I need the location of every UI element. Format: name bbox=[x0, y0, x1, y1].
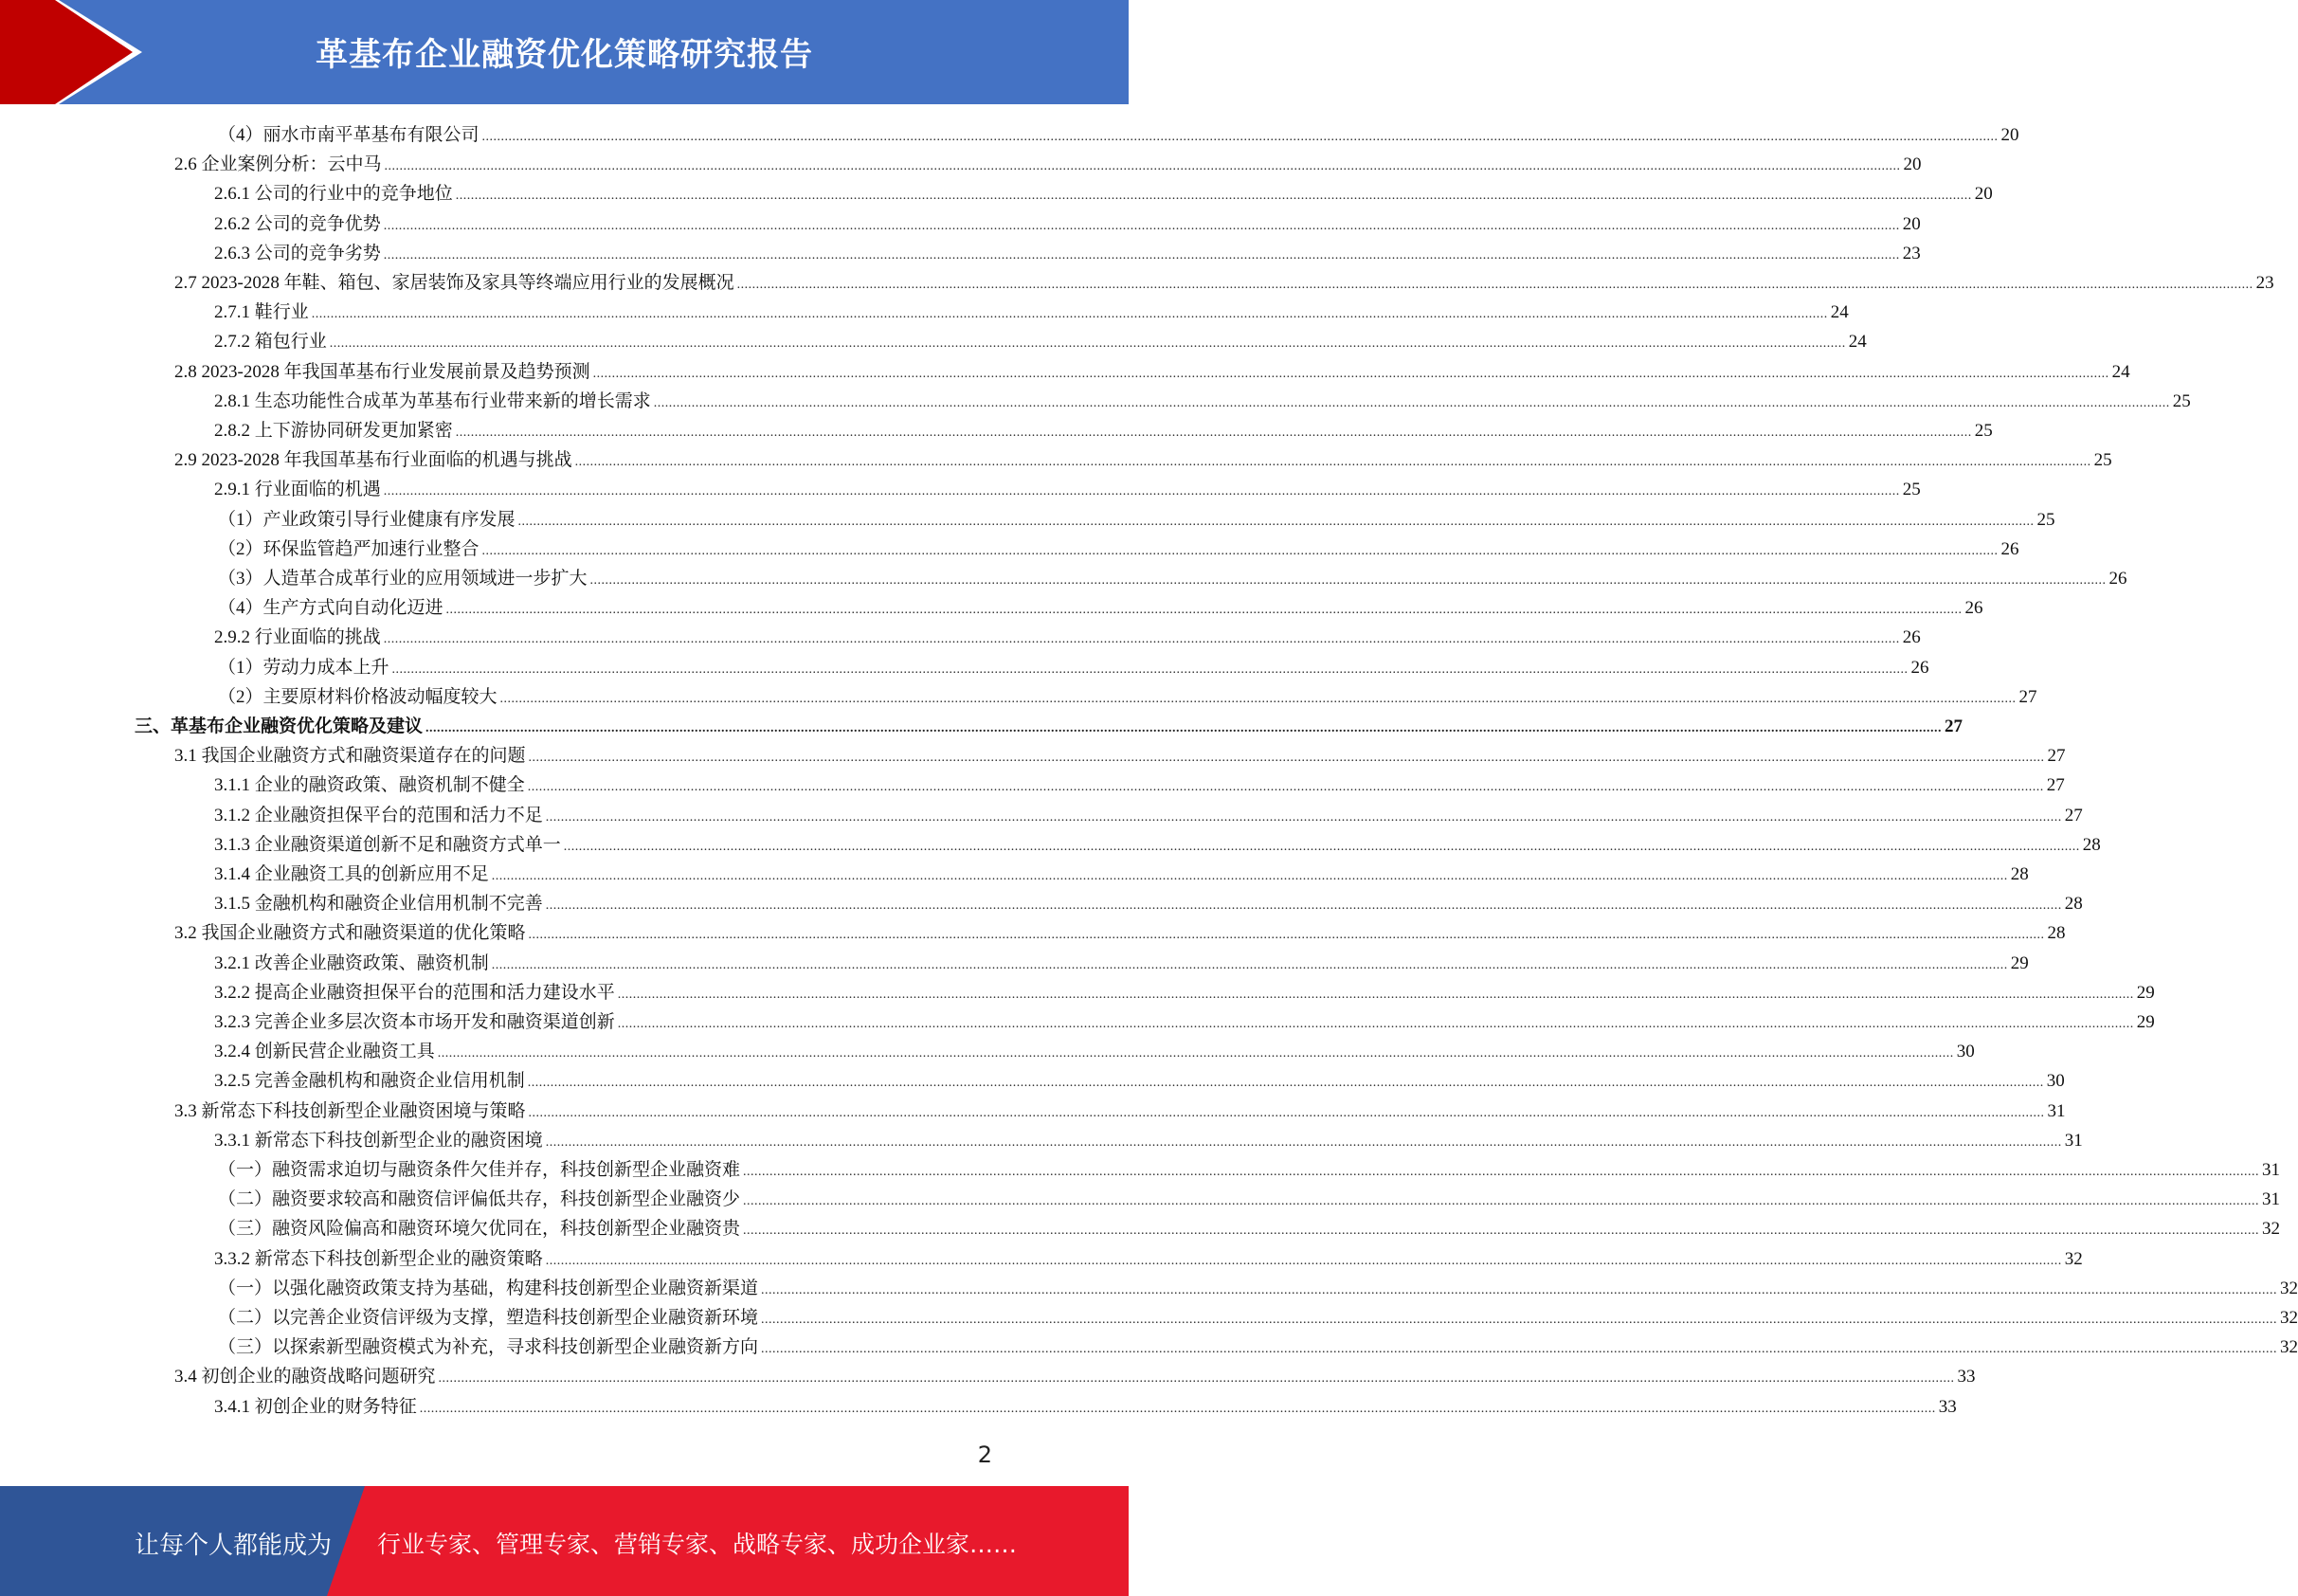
toc-entry[interactable] bbox=[214, 1244, 2083, 1274]
toc-entry[interactable] bbox=[174, 150, 1922, 179]
toc-entry-page: 33 bbox=[1957, 1367, 1976, 1387]
toc-leader-dots: ................................................................................................................................................................................................................................................................................................................................................................................................................ bbox=[481, 544, 1999, 558]
toc-entry[interactable] bbox=[214, 475, 1921, 504]
toc-entry-title: 3.1 我国企业融资方式和融资渠道存在的问题 bbox=[174, 746, 526, 766]
toc-entry[interactable] bbox=[218, 593, 1983, 623]
toc-entry-title: 2.9 2023-2028 年我国革基布行业面临的机遇与挑战 bbox=[174, 450, 572, 470]
header-banner bbox=[0, 0, 1129, 104]
toc-entry-title: 3.3 新常态下科技创新型企业融资困境与策略 bbox=[174, 1101, 526, 1121]
toc-entry-title: 3.1.2 企业融资担保平台的范围和活力不足 bbox=[214, 806, 543, 825]
toc-leader-dots: ................................................................................................................................................................................................................................................................................................................................................................................................................ bbox=[761, 1313, 2278, 1327]
toc-entry-page: 25 bbox=[2093, 450, 2112, 470]
toc-leader-dots: ................................................................................................................................................................................................................................................................................................................................................................................................................ bbox=[528, 928, 2045, 942]
toc-entry[interactable] bbox=[174, 268, 2274, 298]
toc-entry-page: 24 bbox=[1830, 302, 1849, 322]
toc-entry-page: 29 bbox=[2136, 983, 2155, 1003]
toc-entry-title: 3.2.3 完善企业多层次资本市场开发和融资渠道创新 bbox=[214, 1012, 615, 1032]
toc-entry-page: 25 bbox=[1902, 480, 1921, 499]
toc-entry[interactable] bbox=[214, 1392, 1957, 1422]
toc-entry-title: 2.7 2023-2028 年鞋、箱包、家居装饰及家具等终端应用行业的发展概况 bbox=[174, 273, 734, 293]
toc-entry-page: 28 bbox=[2064, 894, 2083, 914]
toc-leader-dots: ................................................................................................................................................................................................................................................................................................................................................................................................................ bbox=[491, 869, 2008, 883]
toc-entry[interactable] bbox=[218, 1303, 2298, 1333]
toc-entry-title: （4）生产方式向自动化迈进 bbox=[218, 598, 443, 618]
toc-entry-page: 30 bbox=[2046, 1071, 2065, 1091]
toc-leader-dots: ................................................................................................................................................................................................................................................................................................................................................................................................................ bbox=[653, 396, 2170, 410]
toc-leader-dots: ................................................................................................................................................................................................................................................................................................................................................................................................................ bbox=[545, 1135, 2062, 1150]
toc-entry-page: 25 bbox=[2172, 391, 2191, 411]
toc-leader-dots: ................................................................................................................................................................................................................................................................................................................................................................................................................ bbox=[438, 1371, 1955, 1386]
toc-entry-page: 32 bbox=[2262, 1219, 2281, 1239]
toc-entry-title: 2.7.2 箱包行业 bbox=[214, 332, 327, 352]
toc-entry-title: 2.6.3 公司的竞争劣势 bbox=[214, 244, 381, 263]
toc-entry-title: 3.3.2 新常态下科技创新型企业的融资策略 bbox=[214, 1249, 543, 1269]
toc-entry[interactable] bbox=[218, 1155, 2281, 1185]
toc-entry[interactable] bbox=[214, 239, 1921, 268]
toc-entry-title: 2.8.1 生态功能性合成革为革基布行业带来新的增长需求 bbox=[214, 391, 651, 411]
toc-leader-dots: ................................................................................................................................................................................................................................................................................................................................................................................................................ bbox=[491, 958, 2008, 972]
toc-leader-dots: ................................................................................................................................................................................................................................................................................................................................................................................................................ bbox=[545, 810, 2062, 825]
toc-leader-dots: ................................................................................................................................................................................................................................................................................................................................................................................................................ bbox=[736, 278, 2253, 292]
toc-entry-page: 27 bbox=[2064, 806, 2083, 825]
toc-leader-dots: ................................................................................................................................................................................................................................................................................................................................................................................................................ bbox=[617, 988, 2134, 1002]
toc-entry-page: 27 bbox=[2018, 687, 2037, 707]
toc-entry[interactable] bbox=[214, 1007, 2155, 1037]
toc-entry[interactable] bbox=[214, 771, 2065, 800]
toc-entry-page: 27 bbox=[2047, 746, 2066, 766]
toc-entry-title: （二）以完善企业资信评级为支撑，塑造科技创新型企业融资新环境 bbox=[218, 1308, 759, 1328]
toc-entry[interactable] bbox=[218, 653, 1929, 682]
toc-leader-dots: ................................................................................................................................................................................................................................................................................................................................................................................................................ bbox=[329, 336, 1846, 351]
toc-entry[interactable] bbox=[218, 682, 2037, 712]
footer-slogan-left: 让每个人都能成为 bbox=[135, 1532, 333, 1560]
toc-entry[interactable] bbox=[214, 327, 1867, 356]
toc-entry-title: 3.2.4 创新民营企业融资工具 bbox=[214, 1042, 435, 1061]
toc-leader-dots: ................................................................................................................................................................................................................................................................................................................................................................................................................ bbox=[528, 751, 2045, 765]
toc-entry[interactable] bbox=[218, 1274, 2298, 1303]
toc-entry[interactable] bbox=[214, 416, 1993, 445]
toc-entry-title: （4）丽水市南平革基布有限公司 bbox=[218, 125, 480, 145]
toc-entry-page: 27 bbox=[1945, 716, 1963, 736]
toc-entry[interactable] bbox=[214, 1037, 1975, 1066]
toc-entry[interactable] bbox=[218, 1214, 2281, 1243]
toc-leader-dots: ................................................................................................................................................................................................................................................................................................................................................................................................................ bbox=[383, 248, 1900, 263]
toc-entry-title: （一）以强化融资政策支持为基础，构建科技创新型企业融资新渠道 bbox=[218, 1279, 759, 1298]
toc-entry-page: 29 bbox=[2010, 953, 2029, 973]
toc-entry-page: 25 bbox=[1974, 421, 1993, 441]
toc-entry-title: 2.8 2023-2028 年我国革基布行业发展前景及趋势预测 bbox=[174, 362, 590, 382]
toc-entry[interactable] bbox=[218, 535, 2019, 564]
toc-leader-dots: ................................................................................................................................................................................................................................................................................................................................................................................................................ bbox=[383, 632, 1900, 646]
toc-entry-title: （1）产业政策引导行业健康有序发展 bbox=[218, 510, 516, 530]
toc-entry-title: 3.1.1 企业的融资政策、融资机制不健全 bbox=[214, 775, 525, 795]
toc-entry-title: 2.6.2 公司的竞争优势 bbox=[214, 214, 381, 234]
toc-leader-dots: ................................................................................................................................................................................................................................................................................................................................................................................................................ bbox=[391, 662, 1909, 677]
toc-entry-title: 2.8.2 上下游协同研发更加紧密 bbox=[214, 421, 453, 441]
toc-leader-dots: ................................................................................................................................................................................................................................................................................................................................................................................................................ bbox=[545, 898, 2062, 913]
toc-leader-dots: ................................................................................................................................................................................................................................................................................................................................................................................................................ bbox=[527, 780, 2044, 794]
toc-entry[interactable] bbox=[214, 889, 2083, 918]
toc-leader-dots: ................................................................................................................................................................................................................................................................................................................................................................................................................ bbox=[425, 721, 1943, 735]
toc-entry-page: 27 bbox=[2046, 775, 2065, 795]
toc-leader-dots: ................................................................................................................................................................................................................................................................................................................................................................................................................ bbox=[528, 1106, 2045, 1120]
toc-entry-page: 31 bbox=[2064, 1131, 2083, 1151]
page-number: 2 bbox=[977, 1442, 992, 1468]
toc-entry[interactable] bbox=[214, 830, 2101, 860]
toc-entry-page: 26 bbox=[1964, 598, 1983, 618]
toc-entry-title: 3.2.1 改善企业融资政策、融资机制 bbox=[214, 953, 489, 973]
toc-leader-dots: ................................................................................................................................................................................................................................................................................................................................................................................................................ bbox=[499, 692, 2017, 706]
toc-entry[interactable] bbox=[214, 1126, 2083, 1155]
toc-leader-dots: ................................................................................................................................................................................................................................................................................................................................................................................................................ bbox=[481, 130, 1999, 144]
report-title: 革基布企业融资优化策略研究报告 bbox=[316, 36, 813, 74]
toc-leader-dots: ................................................................................................................................................................................................................................................................................................................................................................................................................ bbox=[743, 1165, 2260, 1179]
toc-entry-page: 30 bbox=[1956, 1042, 1975, 1061]
toc-entry-page: 32 bbox=[2280, 1308, 2298, 1328]
toc-entry-title: （1）劳动力成本上升 bbox=[218, 658, 389, 678]
toc-entry-title: 3.2 我国企业融资方式和融资渠道的优化策略 bbox=[174, 923, 526, 943]
toc-entry-page: 31 bbox=[2262, 1160, 2281, 1180]
toc-entry-title: 三、革基布企业融资优化策略及建议 bbox=[135, 716, 424, 736]
toc-entry-title: 2.6 企业案例分析：云中马 bbox=[174, 154, 382, 174]
toc-entry[interactable] bbox=[218, 505, 2055, 535]
toc-entry-page: 20 bbox=[2000, 125, 2019, 145]
toc-entry[interactable] bbox=[214, 978, 2155, 1007]
toc-entry-page: 20 bbox=[1902, 214, 1921, 234]
toc-leader-dots: ................................................................................................................................................................................................................................................................................................................................................................................................................ bbox=[437, 1046, 1954, 1061]
toc-entry[interactable] bbox=[214, 860, 2029, 889]
toc-entry[interactable] bbox=[214, 209, 1921, 239]
toc-entry-page: 26 bbox=[2000, 539, 2019, 559]
toc-entry[interactable] bbox=[174, 445, 2112, 475]
toc-leader-dots: ................................................................................................................................................................................................................................................................................................................................................................................................................ bbox=[545, 1254, 2062, 1268]
toc-entry-page: 26 bbox=[1910, 658, 1929, 678]
toc-leader-dots: ................................................................................................................................................................................................................................................................................................................................................................................................................ bbox=[574, 455, 2091, 469]
toc-entry-page: 33 bbox=[1938, 1397, 1957, 1417]
toc-entry[interactable] bbox=[218, 1185, 2281, 1214]
toc-entry-title: 2.9.2 行业面临的挑战 bbox=[214, 627, 381, 647]
toc-leader-dots: ................................................................................................................................................................................................................................................................................................................................................................................................................ bbox=[445, 603, 1963, 617]
toc-entry-title: 3.2.2 提高企业融资担保平台的范围和活力建设水平 bbox=[214, 983, 615, 1003]
toc-entry-title: 3.3.1 新常态下科技创新型企业的融资困境 bbox=[214, 1131, 543, 1151]
toc-entry[interactable] bbox=[214, 1066, 2065, 1096]
toc-leader-dots: ................................................................................................................................................................................................................................................................................................................................................................................................................ bbox=[311, 307, 1828, 321]
toc-entry-title: （二）融资要求较高和融资信评偏低共存，科技创新型企业融资少 bbox=[218, 1189, 741, 1209]
toc-leader-dots: ................................................................................................................................................................................................................................................................................................................................................................................................................ bbox=[592, 367, 2109, 381]
toc-entry[interactable] bbox=[174, 918, 2066, 948]
toc-leader-dots: ................................................................................................................................................................................................................................................................................................................................................................................................................ bbox=[527, 1076, 2044, 1090]
toc-entry-title: （一）融资需求迫切与融资条件欠佳并存，科技创新型企业融资难 bbox=[218, 1160, 741, 1180]
toc-entry-title: （3）人造革合成革行业的应用领域进一步扩大 bbox=[218, 569, 588, 589]
toc-entry-page: 23 bbox=[1902, 244, 1921, 263]
toc-entry-title: 3.2.5 完善金融机构和融资企业信用机制 bbox=[214, 1071, 525, 1091]
toc-entry-page: 29 bbox=[2136, 1012, 2155, 1032]
toc-leader-dots: ................................................................................................................................................................................................................................................................................................................................................................................................................ bbox=[743, 1194, 2260, 1208]
toc-entry[interactable] bbox=[218, 120, 2019, 150]
toc-leader-dots: ................................................................................................................................................................................................................................................................................................................................................................................................................ bbox=[419, 1402, 1936, 1416]
toc-entry[interactable] bbox=[135, 712, 1963, 741]
toc-entry-page: 26 bbox=[2108, 569, 2127, 589]
toc-leader-dots: ................................................................................................................................................................................................................................................................................................................................................................................................................ bbox=[455, 189, 1972, 203]
toc-entry-title: 2.7.1 鞋行业 bbox=[214, 302, 309, 322]
toc-leader-dots: ................................................................................................................................................................................................................................................................................................................................................................................................................ bbox=[455, 426, 1972, 440]
toc-entry-page: 20 bbox=[1903, 154, 1922, 174]
toc-leader-dots: ................................................................................................................................................................................................................................................................................................................................................................................................................ bbox=[563, 840, 2080, 854]
toc-entry[interactable] bbox=[174, 1362, 1976, 1391]
toc-entry-page: 24 bbox=[1848, 332, 1867, 352]
toc-entry[interactable] bbox=[218, 1333, 2298, 1362]
toc-entry-title: 3.1.4 企业融资工具的创新应用不足 bbox=[214, 864, 489, 884]
toc-entry-title: 3.4 初创企业的融资战略问题研究 bbox=[174, 1367, 436, 1387]
footer-slogan-right: 行业专家、管理专家、营销专家、战略专家、成功企业家…… bbox=[377, 1531, 1018, 1558]
toc-leader-dots: ................................................................................................................................................................................................................................................................................................................................................................................................................ bbox=[617, 1017, 2134, 1031]
toc-entry-title: （三）以探索新型融资模式为补充，寻求科技创新型企业融资新方向 bbox=[218, 1337, 759, 1357]
toc-entry-title: （2）主要原材料价格波动幅度较大 bbox=[218, 687, 498, 707]
toc-entry-page: 28 bbox=[2010, 864, 2029, 884]
toc-entry[interactable] bbox=[214, 387, 2191, 416]
toc-leader-dots: ................................................................................................................................................................................................................................................................................................................................................................................................................ bbox=[743, 1224, 2260, 1238]
toc-entry-title: 2.6.1 公司的行业中的竞争地位 bbox=[214, 184, 453, 204]
toc-entry-page: 26 bbox=[1902, 627, 1921, 647]
toc-entry-page: 32 bbox=[2280, 1337, 2298, 1357]
toc-entry-title: （2）环保监管趋严加速行业整合 bbox=[218, 539, 480, 559]
toc-entry-title: 3.1.5 金融机构和融资企业信用机制不完善 bbox=[214, 894, 543, 914]
toc-leader-dots: ................................................................................................................................................................................................................................................................................................................................................................................................................ bbox=[589, 573, 2107, 588]
toc-entry-title: （三）融资风险偏高和融资环境欠优同在，科技创新型企业融资贵 bbox=[218, 1219, 741, 1239]
toc-entry-page: 31 bbox=[2047, 1101, 2066, 1121]
toc-entry[interactable] bbox=[214, 949, 2029, 978]
toc-entry-page: 28 bbox=[2082, 835, 2101, 855]
toc-entry-page: 28 bbox=[2047, 923, 2066, 943]
toc-leader-dots: ................................................................................................................................................................................................................................................................................................................................................................................................................ bbox=[383, 219, 1900, 233]
toc-entry[interactable] bbox=[214, 298, 1849, 327]
toc-entry-page: 24 bbox=[2111, 362, 2130, 382]
toc-leader-dots: ................................................................................................................................................................................................................................................................................................................................................................................................................ bbox=[761, 1342, 2278, 1356]
toc-entry-page: 20 bbox=[1974, 184, 1993, 204]
toc-entry[interactable] bbox=[214, 623, 1921, 652]
toc-entry-page: 32 bbox=[2064, 1249, 2083, 1269]
toc-entry-page: 32 bbox=[2280, 1279, 2298, 1298]
toc-leader-dots: ................................................................................................................................................................................................................................................................................................................................................................................................................ bbox=[383, 484, 1900, 499]
toc-entry-title: 2.9.1 行业面临的机遇 bbox=[214, 480, 381, 499]
toc-entry[interactable] bbox=[174, 357, 2130, 387]
toc-entry-page: 23 bbox=[2255, 273, 2274, 293]
footer-banner bbox=[0, 1486, 1129, 1596]
toc-entry-title: 3.4.1 初创企业的财务特征 bbox=[214, 1397, 417, 1417]
toc-entry[interactable] bbox=[174, 1097, 2066, 1126]
toc-leader-dots: ................................................................................................................................................................................................................................................................................................................................................................................................................ bbox=[761, 1283, 2278, 1297]
toc-entry[interactable] bbox=[174, 741, 2066, 771]
toc-entry[interactable] bbox=[214, 179, 1993, 209]
toc-entry[interactable] bbox=[214, 801, 2083, 830]
toc-entry-page: 25 bbox=[2036, 510, 2055, 530]
toc-entry[interactable] bbox=[218, 564, 2127, 593]
toc-leader-dots: ................................................................................................................................................................................................................................................................................................................................................................................................................ bbox=[384, 159, 1901, 173]
toc-entry-page: 31 bbox=[2262, 1189, 2281, 1209]
toc-leader-dots: ................................................................................................................................................................................................................................................................................................................................................................................................................ bbox=[517, 515, 2035, 529]
toc-entry-title: 3.1.3 企业融资渠道创新不足和融资方式单一 bbox=[214, 835, 561, 855]
